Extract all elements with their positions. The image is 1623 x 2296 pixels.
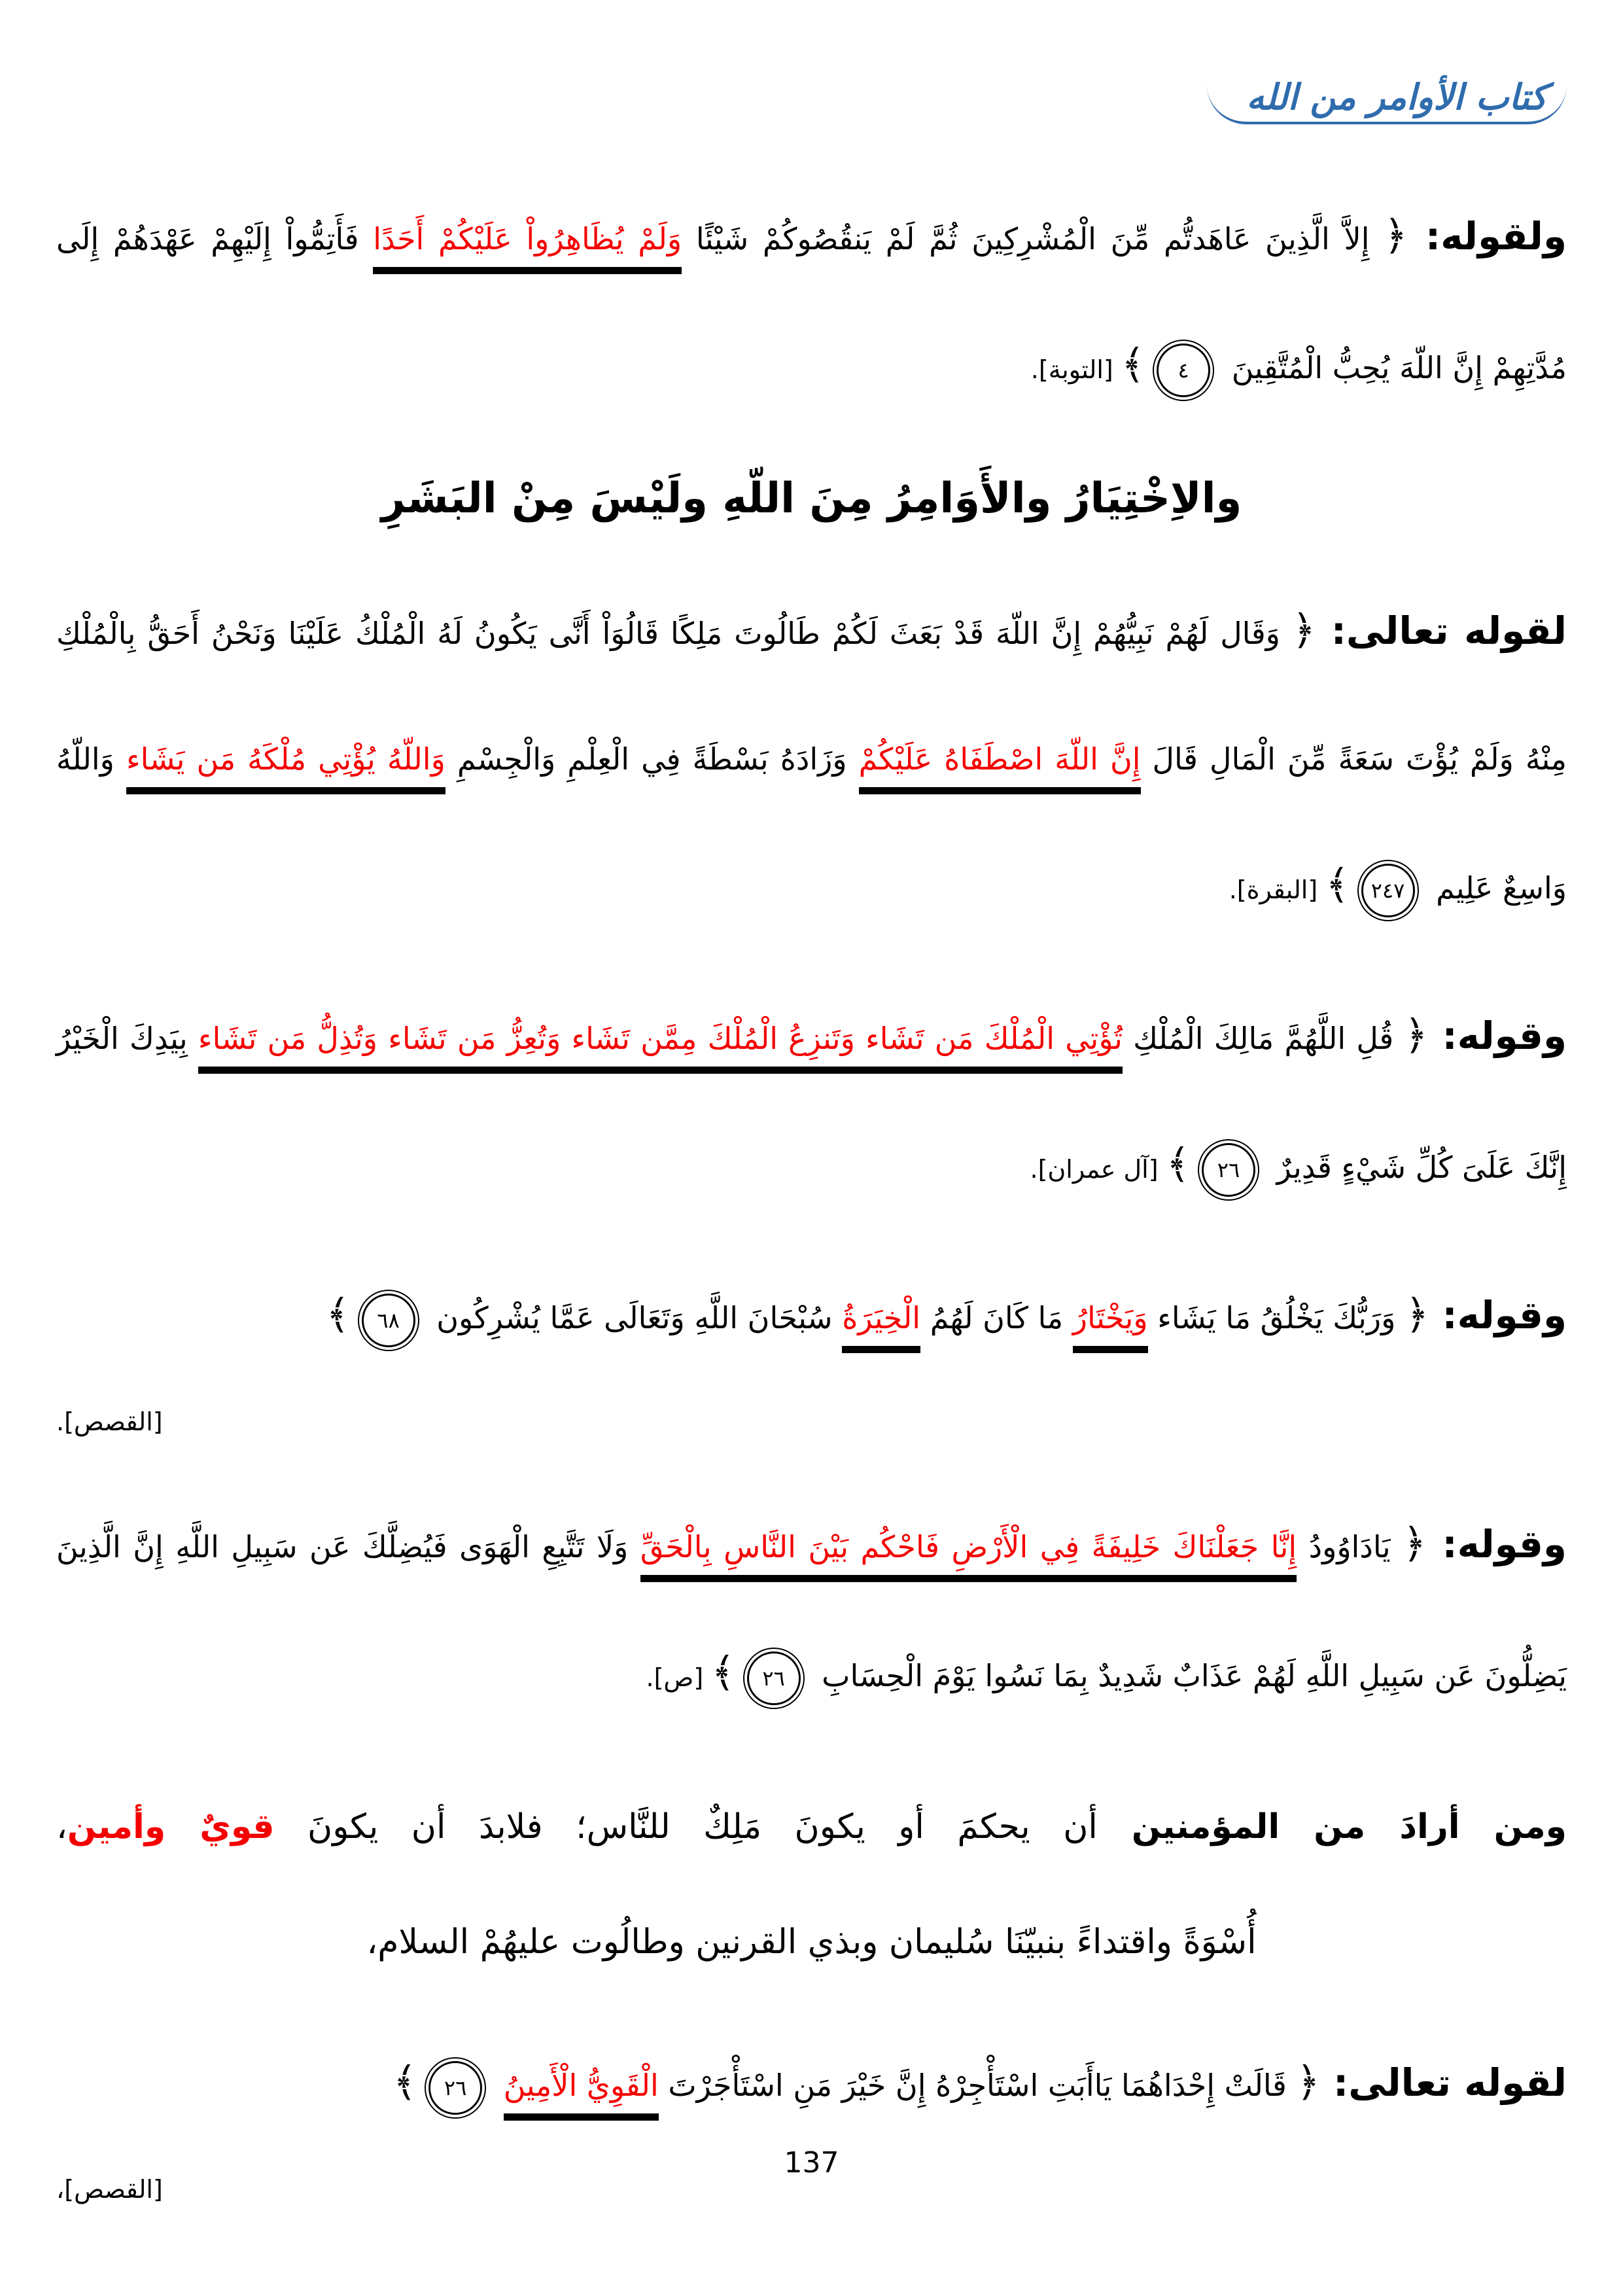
prose-red-emphasis: قويٌ وأمين [67, 1807, 275, 1846]
paragraph-author-comment [56, 1769, 1567, 2000]
paragraph-qasas-26-verse-line [56, 2019, 1567, 2148]
verse-close-ornament: ﴾ [326, 1290, 350, 1338]
verse-open-ornament: ﴿ [1296, 2058, 1320, 2106]
prose-bold-opening: ومن أرادَ من المؤمنين [1097, 1807, 1567, 1846]
paragraph-qasas-68-verse-line [56, 1381, 1567, 1461]
paragraph-qasas-68-verse-line [56, 1252, 1567, 1381]
surah-reference: [آل عمران]. [1030, 1155, 1166, 1184]
ayah-number: ٤ [1157, 344, 1210, 397]
paragraph-al-imran-verse-line [56, 972, 1567, 1232]
surah-reference: [التوبة]. [1030, 355, 1121, 384]
verse-text: وَقَال لَهُمْ نَبِيُّهُمْ إِنَّ اللّهَ قَدْ بَعَثَ لَكُمْ طَالُوتَ مَلِكًا قَالُوَاْ أَنَّى يَكُونُ لَهُ الْمُلْكُ عَلَيْنَا وَنَحْنُ أَحَقُّ بِالْمُلْكِ مِنْهُ وَلَمْ يُؤْتَ سَعَةً مِّنَ الْمَالِ قَالَ [56, 616, 1567, 777]
paragraph-author-comment-line [56, 1884, 1567, 2000]
verse-open-ornament: ﴿ [1291, 606, 1316, 654]
verse-text: فَأَتِمُّواْ إِلَيْهِمْ عَهْدَهُمْ إِلَى مُدَّتِهِمْ إِنَّ اللّهَ يُحِبُّ الْمُتَّقِينَ [56, 221, 1567, 385]
verse-text: وَاللّهُ وَاسِعٌ عَلِيم [56, 741, 1567, 906]
page-number-value: 137 [784, 2146, 839, 2180]
verse-text: وَلَا تَتَّبِعِ الْهَوَى فَيُضِلَّكَ عَن سَبِيلِ اللَّهِ إِنَّ الَّذِينَ يَضِلُّونَ عَن سَبِيلِ اللَّهِ لَهُمْ عَذَابٌ شَدِيدٌ بِمَا نَسُوا يَوْمَ الْحِسَابِ [56, 1529, 1567, 1693]
prose-text: أن يحكمَ أو يكونَ مَلِكٌ للنَّاس؛ فلابدَ أن يكونَ [274, 1807, 1098, 1846]
ayah-number: ٢٦ [747, 1651, 801, 1705]
verse-text: وَرَبُّكَ يَخْلُقُ مَا يَشَاء [1147, 1300, 1405, 1335]
verse-text-highlight: وَيَخْتَارُ [1073, 1300, 1148, 1353]
surah-reference: [القصص]. [56, 1407, 163, 1436]
verse-text-highlight: تُؤْتِي الْمُلْكَ مَن تَشَاء وَتَنزِعُ الْمُلْكَ مِمَّن تَشَاء وَتُعِزُّ مَن تَشَاء وَتُذِلُّ مَن تَشَاء [198, 1021, 1123, 1074]
verse-text [494, 2068, 504, 2103]
paragraph-sad-verse-line [56, 1481, 1567, 1740]
ayah-number: ٢٦ [428, 2061, 482, 2115]
prose-text: ، [56, 1807, 67, 1846]
prose-text: أُسْوَةً واقتداءً بنبيّنَا سُليمان وبذي القرنين وطالُوت عليهُمْ السلام، [366, 1922, 1257, 1962]
ayah-number: ٢٤٧ [1361, 864, 1415, 917]
verse-close-ornament: ﴾ [1325, 860, 1350, 908]
verse-text: وَزَادَهُ بَسْطَةً فِي الْعِلْمِ وَالْجِسْمِ [445, 741, 859, 777]
paragraph-author-comment-line [56, 1769, 1567, 1884]
verse-open-ornament: ﴿ [1405, 1290, 1429, 1338]
verse-close-ornament: ﴾ [1166, 1140, 1190, 1188]
verse-text-highlight: وَلَمْ يُظَاهِرُواْ عَلَيْكُمْ أَحَدًا [373, 221, 682, 274]
verse-text: سُبْحَانَ اللَّهِ وَتَعَالَى عَمَّا يُشْرِكُون [427, 1300, 843, 1335]
lead-in-liqawlihi-taala: لقوله تعالى: [1316, 609, 1567, 653]
book-title-calligraphy: كتاب الأوامر من الله [1207, 77, 1567, 124]
verse-text: قَالَتْ إِحْدَاهُمَا يَاأَبَتِ اسْتَأْجِرْهُ إِنَّ خَيْرَ مَنِ اسْتَأْجَرْتَ [658, 2068, 1297, 2103]
surah-reference: [ص]. [646, 1663, 712, 1692]
paragraph-qasas-68-verse [56, 1252, 1567, 1461]
verse-text: إِلاَّ الَّذِينَ عَاهَدتُّم مِّنَ الْمُشْرِكِينَ ثُمَّ لَمْ يَنقُصُوكُمْ شَيْئًا [682, 221, 1384, 256]
paragraph-tawbah-verse-line [56, 173, 1567, 433]
paragraph-al-imran-verse [56, 972, 1567, 1232]
page-number [784, 2146, 839, 2296]
verse-close-ornament: ﴾ [1121, 340, 1145, 388]
verse-text-highlight: الْخِيَرَةُ [842, 1300, 920, 1353]
paragraph-baqarah-verse [56, 567, 1567, 953]
verse-text-highlight: إِنَّا جَعَلْنَاكَ خَلِيفَةً فِي الْأَرْضِ فَاحْكُم بَيْنَ النَّاسِ بِالْحَقِّ [640, 1529, 1297, 1582]
paragraph-tawbah-verse [56, 173, 1567, 433]
lead-in-waqawlihi: وقوله: [1426, 1522, 1567, 1566]
verse-text-highlight: الْقَوِيُّ الْأَمِينُ [504, 2068, 659, 2121]
verse-open-ornament: ﴿ [1404, 1011, 1428, 1059]
surah-reference: [القصص]، [56, 2175, 163, 2204]
paragraph-baqarah-verse-line [56, 567, 1567, 953]
verse-close-ornament: ﴾ [393, 2058, 417, 2106]
verse-open-ornament: ﴿ [1384, 211, 1408, 259]
surah-reference: [البقرة]. [1229, 875, 1326, 904]
verse-text: قُلِ اللَّهُمَّ مَالِكَ الْمُلْكِ [1122, 1021, 1405, 1056]
verse-open-ornament: ﴿ [1403, 1519, 1427, 1567]
verse-text: يَادَاوُودُ [1297, 1529, 1403, 1564]
ayah-number: ٢٦ [1202, 1143, 1255, 1197]
verse-close-ornament: ﴾ [711, 1648, 735, 1696]
verse-text-highlight: وَاللّهُ يُؤْتِي مُلْكَهُ مَن يَشَاء [126, 741, 445, 794]
lead-in-waqawlihi: وقوله: [1427, 1014, 1567, 1058]
verse-text: بِيَدِكَ الْخَيْرُ إِنَّكَ عَلَىَ كُلِّ شَيْءٍ قَدِيرٌ [56, 1021, 1567, 1185]
ayah-number: ٦٨ [362, 1294, 415, 1347]
section-heading: والاِخْتِيَارُ والأَوَامِرُ مِنَ اللّهِ ولَيْسَ مِنْ البَشَرِ [381, 474, 1242, 523]
lead-in-waqawlihi: وقوله: [1429, 1293, 1567, 1337]
lead-in-liqawlihi-taala: لقوله تعالى: [1319, 2060, 1567, 2105]
lead-in-waliqawlihi: ولقوله: [1407, 214, 1567, 258]
verse-text-highlight: إِنَّ اللّهَ اصْطَفَاهُ عَلَيْكُمْ [859, 741, 1141, 794]
page-header [56, 55, 1567, 153]
verse-text: مَا كَانَ لَهُمُ [920, 1300, 1073, 1335]
paragraph-sad-verse [56, 1481, 1567, 1740]
